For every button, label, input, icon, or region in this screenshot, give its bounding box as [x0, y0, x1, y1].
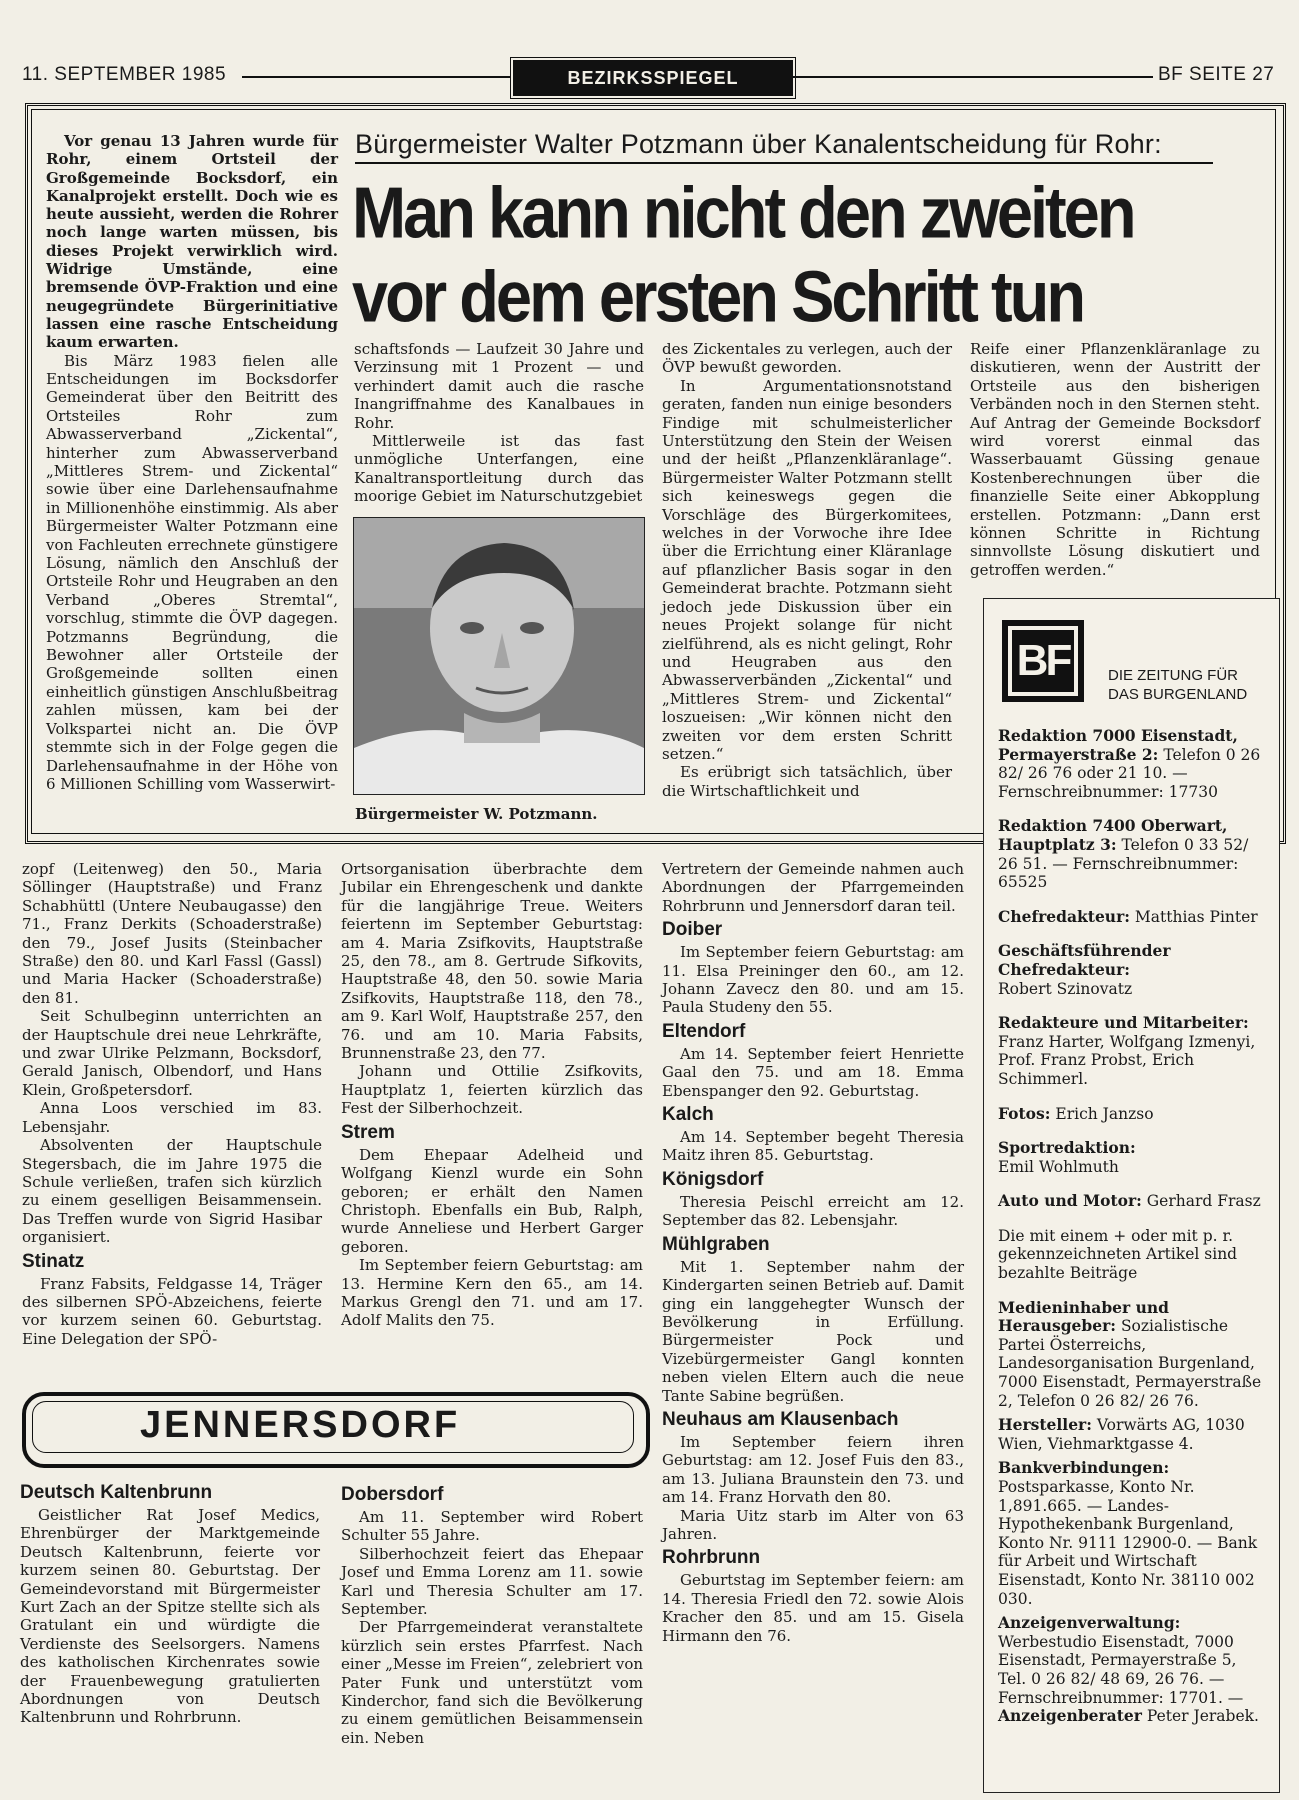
- header-rule-left: [242, 76, 510, 78]
- article-col-2: [354, 340, 644, 506]
- section-badge: [513, 60, 793, 96]
- imprint-auto-text: Gerhard Frasz: [1146, 1192, 1261, 1211]
- imprint-red-text: Franz Harter, Wolfgang Izmenyi, Prof. Franz Probst, Erich Schimmerl.: [998, 1032, 1256, 1088]
- imprint-r1-text: Telefon 0 26 82/ 26 76 oder 21 10. — Fernschreibnummer: 17730: [998, 745, 1261, 801]
- heading-eltendorf: Eltendorf: [662, 1020, 746, 1042]
- imprint-chef: [998, 908, 1268, 927]
- portrait-illustration: [354, 518, 644, 794]
- article-kicker: Bürgermeister Walter Potzmann über Kanalentscheidung für Rohr:: [355, 129, 1162, 159]
- imprint-herst-label: Hersteller:: [998, 1415, 1092, 1435]
- imprint-redaktion-2: [998, 817, 1268, 891]
- imprint-text: [998, 727, 1268, 1742]
- lower-c3-p5: Theresia Peischl erreicht am 12. September das 82. Lebensjahr.: [662, 1192, 964, 1230]
- bf-logo-text: BF: [1016, 636, 1070, 685]
- lower-c1-p2: Seit Schulbeginn unterrichten an der Hauptschule drei neue Lehrkräfte, und zwar Ulrike Pelzmann, Bocksdorf, Gerald Janisch, Olbendorf, und Hans Klein, Großpetersdorf.: [22, 1007, 322, 1099]
- lower-c3-p2: Im September feiern Geburtstag: am 11. Elsa Preininger den 60., am 12. Johann Zavecz den 80. und am 15. Paula Studeny den 55.: [662, 943, 964, 1017]
- heading-stinatz: Stinatz: [22, 1250, 85, 1272]
- lower-c3-p4: Am 14. September begeht Theresia Maitz ihren 85. Geburtstag.: [662, 1128, 964, 1165]
- heading-kalch: Kalch: [662, 1104, 714, 1126]
- article-lead: Vor genau 13 Jahren wurde für Rohr, einem Ortsteil der Großgemeinde Bocksdorf, ein Kanalprojekt erstellt. Doch wie es heute aussieht, werden die Rohrer noch lange warten müssen, bis dieses Projekt verwirklich wird. Widrige Umstände, eine bremsende ÖVP-Fraktion und eine neugegründete Bürgerinitiative lassen eine rasche Entscheidung kaum erwarten.: [46, 132, 338, 352]
- photo-caption: Bürgermeister W. Potzmann.: [355, 805, 598, 823]
- imprint-bank: [998, 1459, 1268, 1608]
- lower-c3-p1: Vertretern der Gemeinde nahmen auch Abordnungen der Pfarrgemeinden Rohrbrunn und Jennersdorf daran teil.: [662, 860, 964, 915]
- lower-c2-p1: Ortsorganisation überbrachte dem Jubilar ein Ehrengeschenk und dankte für die langjährige Treue. Weiters feiertenn im September Geburtstag: am 4. Maria Zsifkovits, Hauptstraße 25, den 78., am 8. Gertrude Sifkovits, Hauptstraße 48, den 50. sowie Maria Zsifkovits, Hauptstraße 118, den 78., am 9. Karl Wolf, Hauptstraße 257, den 76. und am 10. Maria Fabsits, Brunnenstraße 23, den 77.: [341, 860, 643, 1063]
- imprint-bank-text: Postsparkasse, Konto Nr. 1,891.665. — Landes-Hypothekenbank Burgenland, Konto Nr. 9111 12900-0. — Bank für Arbeit und Wirtschaft Eisenstadt, Konto Nr. 38110 002 030.: [998, 1478, 1258, 1608]
- section-title: BEZIRKSSPIEGEL: [567, 68, 739, 88]
- imprint-red-label: Redakteure und Mitarbeiter:: [998, 1013, 1249, 1033]
- imprint-bank-label: Bankverbindungen:: [998, 1458, 1170, 1478]
- imprint-anz-text: Werbestudio Eisenstadt, 7000 Eisenstadt, Permayerstraße 5, Tel. 0 26 82/ 48 69, 26 76. — Fernschreibnummer: 17701. —: [998, 1632, 1244, 1707]
- imprint-anz-berater-text: Peter Jerabek.: [1146, 1707, 1259, 1726]
- imprint-redakteure: [998, 1014, 1268, 1088]
- heading-deutsch-kaltenbrunn: Deutsch Kaltenbrunn: [20, 1482, 213, 1503]
- imprint-fotos-text: Erich Janzso: [1055, 1104, 1154, 1123]
- jennersdorf-c1-p1: Geistlicher Rat Josef Medics, Ehrenbürger der Marktgemeinde Deutsch Kaltenbrunn, feierte vor kurzem seinen 80. Geburtstag. Der Gemeindevorstand mit Bürgermeister Kurt Zach an der Spitze stellte sich als Gratulant ein und würdigte die Verdienste des Seelsorgers. Namens des katholischen Kirchenrates sowie der Frauenbewegung gratulierten Abordnungen von Deutsch Kaltenbrunn und Rohrbrunn.: [20, 1506, 320, 1727]
- lower-c3-p8: Maria Uitz starb im Alter von 63 Jahren.: [662, 1506, 964, 1543]
- imprint-fotos-label: Fotos:: [998, 1103, 1051, 1123]
- jennersdorf-c2-p2: Silberhochzeit feiert das Ehepaar Josef und Emma Lorenz am 11. sowie Karl und Theresia Schulter am 17. September.: [341, 1544, 643, 1619]
- imprint-r2-label: Redaktion 7400 Oberwart, Hauptplatz 3:: [998, 816, 1228, 854]
- article-col2-p2: Mittlerweile ist das fast unmögliche Unterfangen, eine Kanaltransportleitung durch das moorige Gebiet im Naturschutzgebiet: [354, 432, 644, 506]
- heading-muehlgraben: Mühlgraben: [662, 1233, 770, 1255]
- lower-c2-p2: Johann und Ottilie Zsifkovits, Hauptplatz 1, feierten kürzlich das Fest der Silberhochzeit.: [341, 1062, 643, 1118]
- article-headline-1: Man kann nicht den zweiten: [352, 171, 1134, 254]
- heading-rohrbrunn: Rohrbrunn: [662, 1547, 761, 1569]
- header-date: 11. SEPTEMBER 1985: [22, 64, 227, 85]
- lower-col-2: [341, 860, 643, 1330]
- imprint-tagline-2: DAS BURGENLAND: [1108, 686, 1248, 703]
- imprint-herst-text: Vorwärts AG, 1030 Wien, Viehmarktgasse 4.: [998, 1416, 1245, 1453]
- lower-col-1: [22, 860, 322, 1348]
- jennersdorf-col-2: [341, 1484, 643, 1747]
- article-col-4: [970, 340, 1260, 579]
- imprint-note: Die mit einem + oder mit p. r. gekennzeichneten Artikel sind bezahlte Beiträge: [998, 1226, 1238, 1283]
- article-col3-p3: Es erübrigt sich tatsächlich, über die Wirtschaftlichkeit und: [662, 763, 952, 800]
- article-col-1: [46, 132, 338, 793]
- imprint-auto-label: Auto und Motor:: [998, 1191, 1142, 1211]
- heading-doiber: Doiber: [662, 919, 723, 941]
- imprint-anzeigen: [998, 1614, 1268, 1726]
- imprint-anz-label: Anzeigenverwaltung:: [998, 1613, 1181, 1633]
- lower-c3-p6: Mit 1. September nahm der Kindergarten seinen Betrieb auf. Damit ging ein langgehegter Wunsch der Bevölkerung in Erfüllung. Bürgermeister Pock und Vizebürgermeister Gangl konnten neben vielen Eltern auch die neue Tante Sabine begrüßen.: [662, 1257, 964, 1405]
- lower-c1-p5: Franz Fabsits, Feldgasse 14, Träger des silbernen SPÖ-Abzeichens, feierte vor kurzem seinen 60. Geburtstag. Eine Delegation der SPÖ-: [22, 1274, 322, 1348]
- header-rule-right: [793, 76, 1153, 78]
- article-col3-p2: In Argumentationsnotstand geraten, fanden nun einige besonders Findige mit schulmeisterlicher Unterstützung den Stein der Weisen und der heißt „Pflanzenkläranlage“. Bürgermeister Walter Potzmann stellt sich keineswegs gegen die Vorschläge des Bürgerkomitees, welches in der Vorwoche ihre Idee über die Errichtung einer Kläranlage auf pflanzlicher Basis sogar in den Gemeinderat brachte. Potzmann sieht jedoch jede Diskussion über ein neues Projekt solange für nicht zielführend, als es nicht gelingt, Rohr und Heugraben aus den Abwasserverbänden „Zickental“ und „Mittleres Strem- und Zickental“ loszueisen: „Wir können nicht den zweiten vor dem ersten Schritt setzen.“: [662, 376, 952, 763]
- heading-neuhaus: Neuhaus am Klausenbach: [662, 1408, 899, 1430]
- article-headline-2: vor dem ersten Schritt tun: [352, 255, 1084, 338]
- imprint-r2-text: Telefon 0 33 52/ 26 51. — Fernschreibnummer: 65525: [998, 835, 1249, 892]
- imprint-auto: [998, 1192, 1268, 1211]
- lower-col-3: [662, 860, 964, 1645]
- lower-c3-p7: Im September feiern ihren Geburtstag: am 12. Josef Fuis den 83., am 13. Juliana Braunstein den 73. und am 14. Franz Horvath den 80.: [662, 1432, 964, 1507]
- imprint-gf-text: Robert Szinovatz: [998, 979, 1133, 998]
- article-col2-p1: schaftsfonds — Laufzeit 30 Jahre und Verzinsung mit 1 Prozent — und verhindert damit auch die rasche Inangriffnahme des Kanalbaues in Rohr.: [354, 340, 644, 432]
- imprint-gf: [998, 942, 1268, 998]
- imprint-sport: [998, 1139, 1268, 1176]
- jennersdorf-title: JENNERSDORF: [140, 1404, 461, 1446]
- imprint-tagline-1: DIE ZEITUNG FÜR: [1108, 667, 1238, 684]
- imprint-med-label: Medieninhaber und Herausgeber:: [998, 1297, 1169, 1336]
- imprint-sport-label: Sportredaktion:: [998, 1138, 1136, 1158]
- imprint-chef-text: Matthias Pinter: [1134, 907, 1258, 926]
- bf-logo: [1002, 620, 1084, 702]
- heading-koenigsdorf: Königsdorf: [662, 1168, 764, 1190]
- lower-c2-p4: Im September feiern Geburtstag: am 13. Hermine Kern den 65., am 14. Markus Grengl den 71. und am 17. Adolf Malits den 75.: [341, 1256, 643, 1330]
- lower-c3-p9: Geburtstag im September feiern: am 14. Theresia Friedl den 72. sowie Alois Kracher den 85. und am 15. Gisela Hirmann den 76.: [662, 1571, 964, 1645]
- imprint-med-text: Sozialistische Partei Österreichs, Landesorganisation Burgenland, 7000 Eisenstadt, Permayerstraße 2, Telefon 0 26 82/ 26 76.: [998, 1317, 1262, 1410]
- imprint-sport-text: Emil Wohlmuth: [998, 1157, 1119, 1176]
- lower-c3-p3: Am 14. September feiert Henriette Gaal den 75. und am 18. Emma Ebenspanger den 92. Geburtstag.: [662, 1044, 964, 1100]
- portrait-photo: [353, 517, 645, 795]
- jennersdorf-c2-p1: Am 11. September wird Robert Schulter 55 Jahre.: [341, 1508, 643, 1545]
- article-col4-body: Reife einer Pflanzenkläranlage zu diskutieren, wenn der Austritt der Ortsteile aus den bisherigen Verbänden noch in den Sternen steht. Auf Antrag der Gemeinde Bocksdorf wird vorerst einmal das Wasserbauamt Güssing genaue Kostenberechnungen über die finanzielle Seite einer Abkopplung erstellen. Potzmann: „Dann erst können Schritte in Richtung sinnvollste Lösung diskutiert und getroffen werden.“: [970, 340, 1260, 579]
- lower-c1-p4: Absolventen der Hauptschule Stegersbach, die im Jahre 1975 die Schule verließen, trafen sich kürzlich zu einem geselligen Beisammensein. Das Treffen wurde von Sigrid Hasibar organisiert.: [22, 1136, 322, 1247]
- article-body-1: Bis März 1983 fielen alle Entscheidungen im Bocksdorfer Gemeinderat über den Beitritt des Ortsteiles Rohr zum Abwasserverband „Zickental“, hinterher zum Abwasserverband „Mittleres Strem- und Zickental“ sowie über eine Darlehensaufnahme in Millionenhöhe einstimmig. Als aber Bürgermeister Walter Potzmann eine von Fachleuten errechnete günstigere Lösung, nämlich den Anschluß der Ortsteile Rohr und Heugraben an den Verband „Oberes Stremtal“, vorschlug, stimmte die ÖVP dagegen. Potzmanns Begründung, die Bewohner aller Ortsteile der Großgemeinde sollten einen einheitlich günstigen Anschlußbeitrag zahlen müssen, kam bei der Volkspartei nicht an. Die ÖVP stemmte sich in der Folge gegen die Darlehensaufnahme in der Höhe von 6 Millionen Schilling vom Wasserwirt-: [46, 351, 338, 793]
- lower-c2-p3: Dem Ehepaar Adelheid und Wolfgang Kienzl wurde ein Sohn geboren; er erhält den Namen Christoph. Ebenfalls ein Bub, Ralph, wurde Anneliese und Herbert Garger geboren.: [341, 1145, 643, 1256]
- jennersdorf-c2-p3: Der Pfarrgemeinderat veranstaltete kürzlich sein erstes Pfarrfest. Nach einer „Messe im Freien“, zelebriert von Pater Funk und unterstützt vom Kinderchor, fand sich die Bevölkerung zu einem gemütlichen Beisammensein ein. Neben: [341, 1618, 644, 1747]
- jennersdorf-col-1: [20, 1482, 320, 1727]
- lower-c1-p1: zopf (Leitenweg) den 50., Maria Söllinger (Hauptstraße) und Franz Schabhüttl (Untere Neubaugasse) den 71., Franz Derkits (Schoaderstraße) den 79., Josef Jusits (Steinbacher Straße) den 80. und Karl Fassl (Gassl) und Maria Hacker (Schoaderstraße) den 81.: [22, 860, 322, 1007]
- article-col3-p1: des Zickentales zu verlegen, auch der ÖVP bewußt geworden.: [662, 340, 952, 377]
- imprint-gf-label: Geschäftsführender Chefredakteur:: [998, 941, 1171, 979]
- kicker-underline: [355, 162, 1213, 164]
- imprint-hersteller: [998, 1416, 1268, 1453]
- heading-dobersdorf: Dobersdorf: [341, 1484, 444, 1505]
- imprint-fotos: [998, 1105, 1268, 1124]
- header-page: BF SEITE 27: [1158, 64, 1275, 85]
- imprint-medieninhaber: [998, 1299, 1268, 1411]
- article-col-3: [662, 340, 952, 800]
- lower-c1-p3: Anna Loos verschied im 83. Lebensjahr.: [22, 1099, 322, 1136]
- imprint-redaktion-1: [998, 727, 1268, 801]
- imprint-chef-label: Chefredakteur:: [998, 906, 1130, 926]
- heading-strem: Strem: [341, 1121, 395, 1143]
- imprint-r1-label: Redaktion 7000 Eisenstadt, Permayerstraße 2:: [998, 726, 1238, 764]
- imprint-anz-berater-label: Anzeigenberater: [998, 1706, 1142, 1726]
